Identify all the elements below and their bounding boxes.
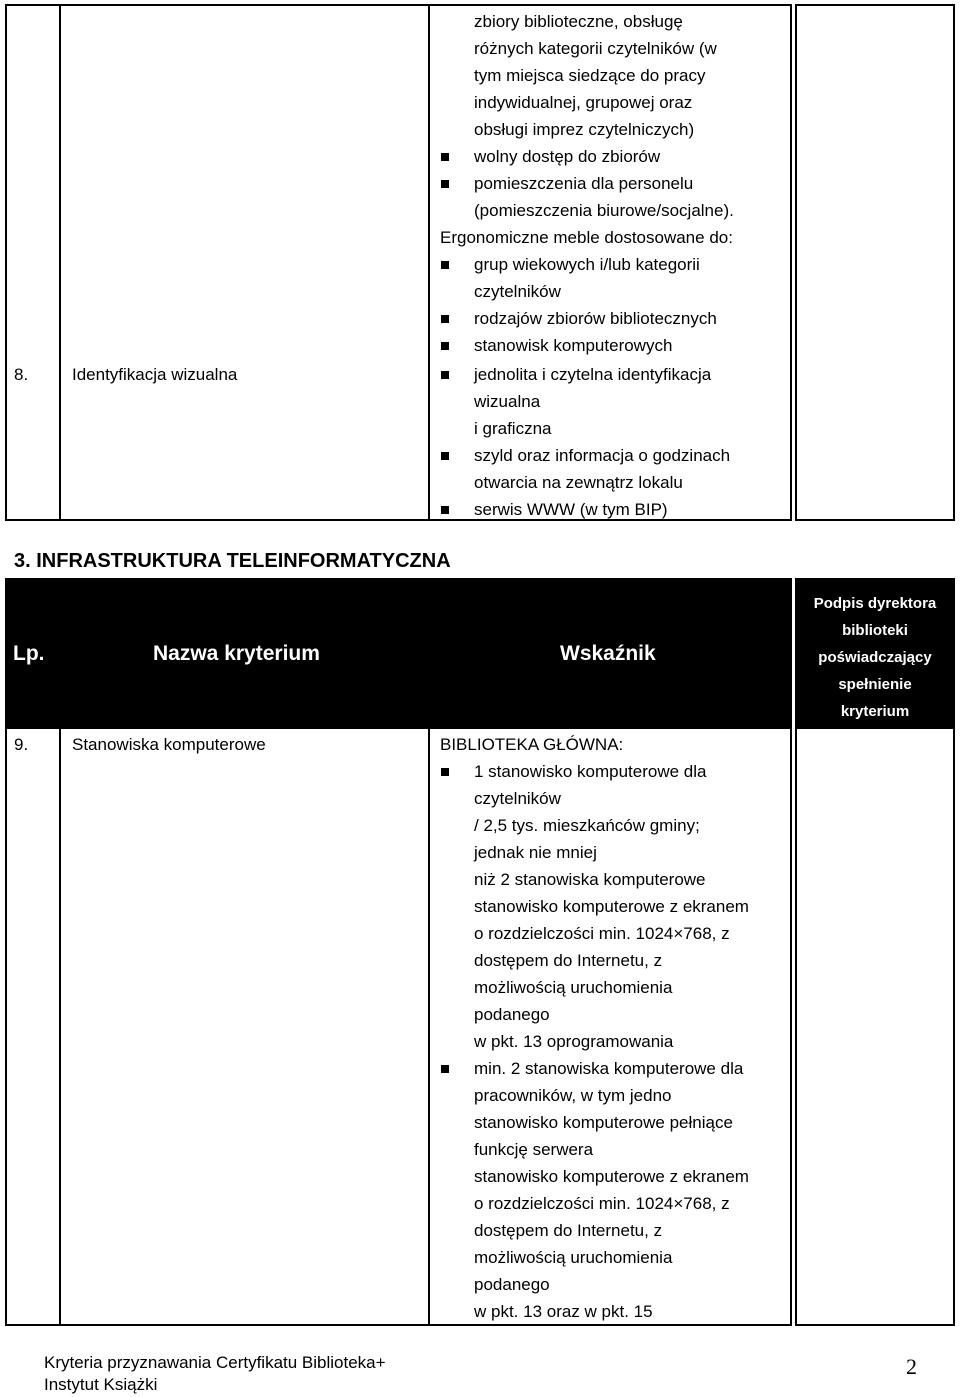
- indicator-line: czytelników: [474, 282, 561, 301]
- bullet-icon: [441, 1065, 449, 1073]
- indicator-line: możliwością uruchomienia: [474, 1248, 673, 1267]
- indicator-line: obsługi imprez czytelniczych): [474, 120, 695, 139]
- table-col-lp: [59, 729, 61, 1326]
- row-number: 9.: [14, 735, 29, 754]
- bullet-icon: [441, 180, 449, 188]
- indicator-bullet: stanowisk komputerowych: [474, 336, 673, 355]
- bullet-icon: [441, 768, 449, 776]
- bullet-icon: [441, 506, 449, 514]
- footer-publisher: Instytut Książki: [44, 1375, 158, 1394]
- indicator-line: czytelników: [474, 789, 561, 808]
- section-title: 3. INFRASTRUKTURA TELEINFORMATYCZNA: [14, 550, 451, 572]
- header-signature-line: poświadczający: [818, 649, 932, 666]
- top-table-border-bottom: [5, 519, 792, 521]
- header-signature-line: Podpis dyrektora: [813, 595, 937, 612]
- bullet-icon: [441, 452, 449, 460]
- table-col-name: [428, 729, 430, 1326]
- indicator-line: min. 2 stanowiska komputerowe dla: [474, 1059, 744, 1078]
- header-lp: Lp.: [13, 642, 45, 665]
- table-header: [5, 578, 792, 729]
- indicator-line: podanego: [474, 1275, 550, 1294]
- top-table-col-indicator: [790, 4, 792, 521]
- indicator-bullet: serwis WWW (w tym BIP): [474, 500, 668, 519]
- indicator-bullet: pomieszczenia dla personelu: [474, 174, 694, 193]
- bullet-icon: [441, 315, 449, 323]
- top-table-col-lp: [59, 4, 61, 521]
- bullet-icon: [441, 371, 449, 379]
- indicator-line: stanowisko komputerowe z ekranem: [474, 897, 749, 916]
- indicator-line: wizualna: [474, 392, 541, 411]
- indicator-line: funkcję serwera: [474, 1140, 594, 1159]
- top-table-border-top: [5, 4, 792, 6]
- indicator-line: niż 2 stanowiska komputerowe: [474, 870, 706, 889]
- indicator-line: tym miejsca siedzące do pracy: [474, 66, 706, 85]
- indicator-line: indywidualnej, grupowej oraz: [474, 93, 693, 112]
- bullet-icon: [441, 261, 449, 269]
- table-col-indicator: [790, 729, 792, 1326]
- indicator-line: 1 stanowisko komputerowe dla: [474, 762, 707, 781]
- table-border-right: [953, 729, 955, 1326]
- header-signature-line: kryterium: [840, 703, 910, 720]
- indicator-heading: BIBLIOTEKA GŁÓWNA:: [440, 735, 624, 754]
- table-border-bottom: [5, 1324, 792, 1326]
- bullet-icon: [441, 153, 449, 161]
- table-col-sign: [795, 729, 797, 1326]
- table-border-left: [5, 729, 7, 1326]
- top-table-col-sign: [795, 4, 797, 521]
- indicator-line: możliwością uruchomienia: [474, 978, 673, 997]
- indicator-line: i graficzna: [474, 419, 552, 438]
- indicator-line: zbiory biblioteczne, obsługę: [474, 12, 683, 31]
- table-border-bottom-right: [795, 1324, 955, 1326]
- indicator-line: otwarcia na zewnątrz lokalu: [474, 473, 683, 492]
- header-signature-line: biblioteki: [842, 622, 908, 639]
- indicator-bullet: grup wiekowych i/lub kategorii: [474, 255, 700, 274]
- indicator-line: różnych kategorii czytelników (w: [474, 39, 717, 58]
- top-table-border-left: [5, 4, 7, 521]
- indicator-line: (pomieszczenia biurowe/socjalne).: [474, 201, 734, 220]
- indicator-line: jednak nie mniej: [474, 843, 597, 862]
- indicator-bullet: wolny dostęp do zbiorów: [474, 147, 661, 166]
- row-number: 8.: [14, 365, 29, 384]
- indicator-line: podanego: [474, 1005, 550, 1024]
- top-table-border-bottom-right: [795, 519, 955, 521]
- top-table-col-name: [428, 4, 430, 521]
- indicator-bullet: jednolita i czytelna identyfikacja: [474, 365, 712, 384]
- footer-title: Kryteria przyznawania Certyfikatu Biblioteka+: [44, 1353, 386, 1372]
- criterion-name: Identyfikacja wizualna: [72, 365, 238, 384]
- indicator-bullet: rodzajów zbiorów bibliotecznych: [474, 309, 717, 328]
- indicator-line: stanowisko komputerowe pełniące: [474, 1113, 733, 1132]
- indicator-line: o rozdzielczości min. 1024×768, z: [474, 1194, 730, 1213]
- header-signature-line: spełnienie: [838, 676, 912, 693]
- indicator-line: dostępem do Internetu, z: [474, 1221, 663, 1240]
- top-table-border-top-right: [795, 4, 955, 6]
- page-number: 2: [906, 1354, 917, 1379]
- indicator-line: stanowisko komputerowe z ekranem: [474, 1167, 749, 1186]
- top-table-border-right: [953, 4, 955, 521]
- indicator-heading: Ergonomiczne meble dostosowane do:: [440, 228, 733, 247]
- indicator-line: w pkt. 13 oprogramowania: [474, 1032, 674, 1051]
- criterion-name: Stanowiska komputerowe: [72, 735, 266, 754]
- indicator-line: dostępem do Internetu, z: [474, 951, 663, 970]
- indicator-line: o rozdzielczości min. 1024×768, z: [474, 924, 730, 943]
- header-indicator: Wskaźnik: [560, 642, 656, 665]
- indicator-line: / 2,5 tys. mieszkańców gminy;: [474, 816, 700, 835]
- indicator-line: pracowników, w tym jedno: [474, 1086, 672, 1105]
- indicator-bullet: szyld oraz informacja o godzinach: [474, 446, 731, 465]
- indicator-line: w pkt. 13 oraz w pkt. 15: [474, 1302, 653, 1321]
- header-name: Nazwa kryterium: [153, 642, 320, 665]
- bullet-icon: [441, 342, 449, 350]
